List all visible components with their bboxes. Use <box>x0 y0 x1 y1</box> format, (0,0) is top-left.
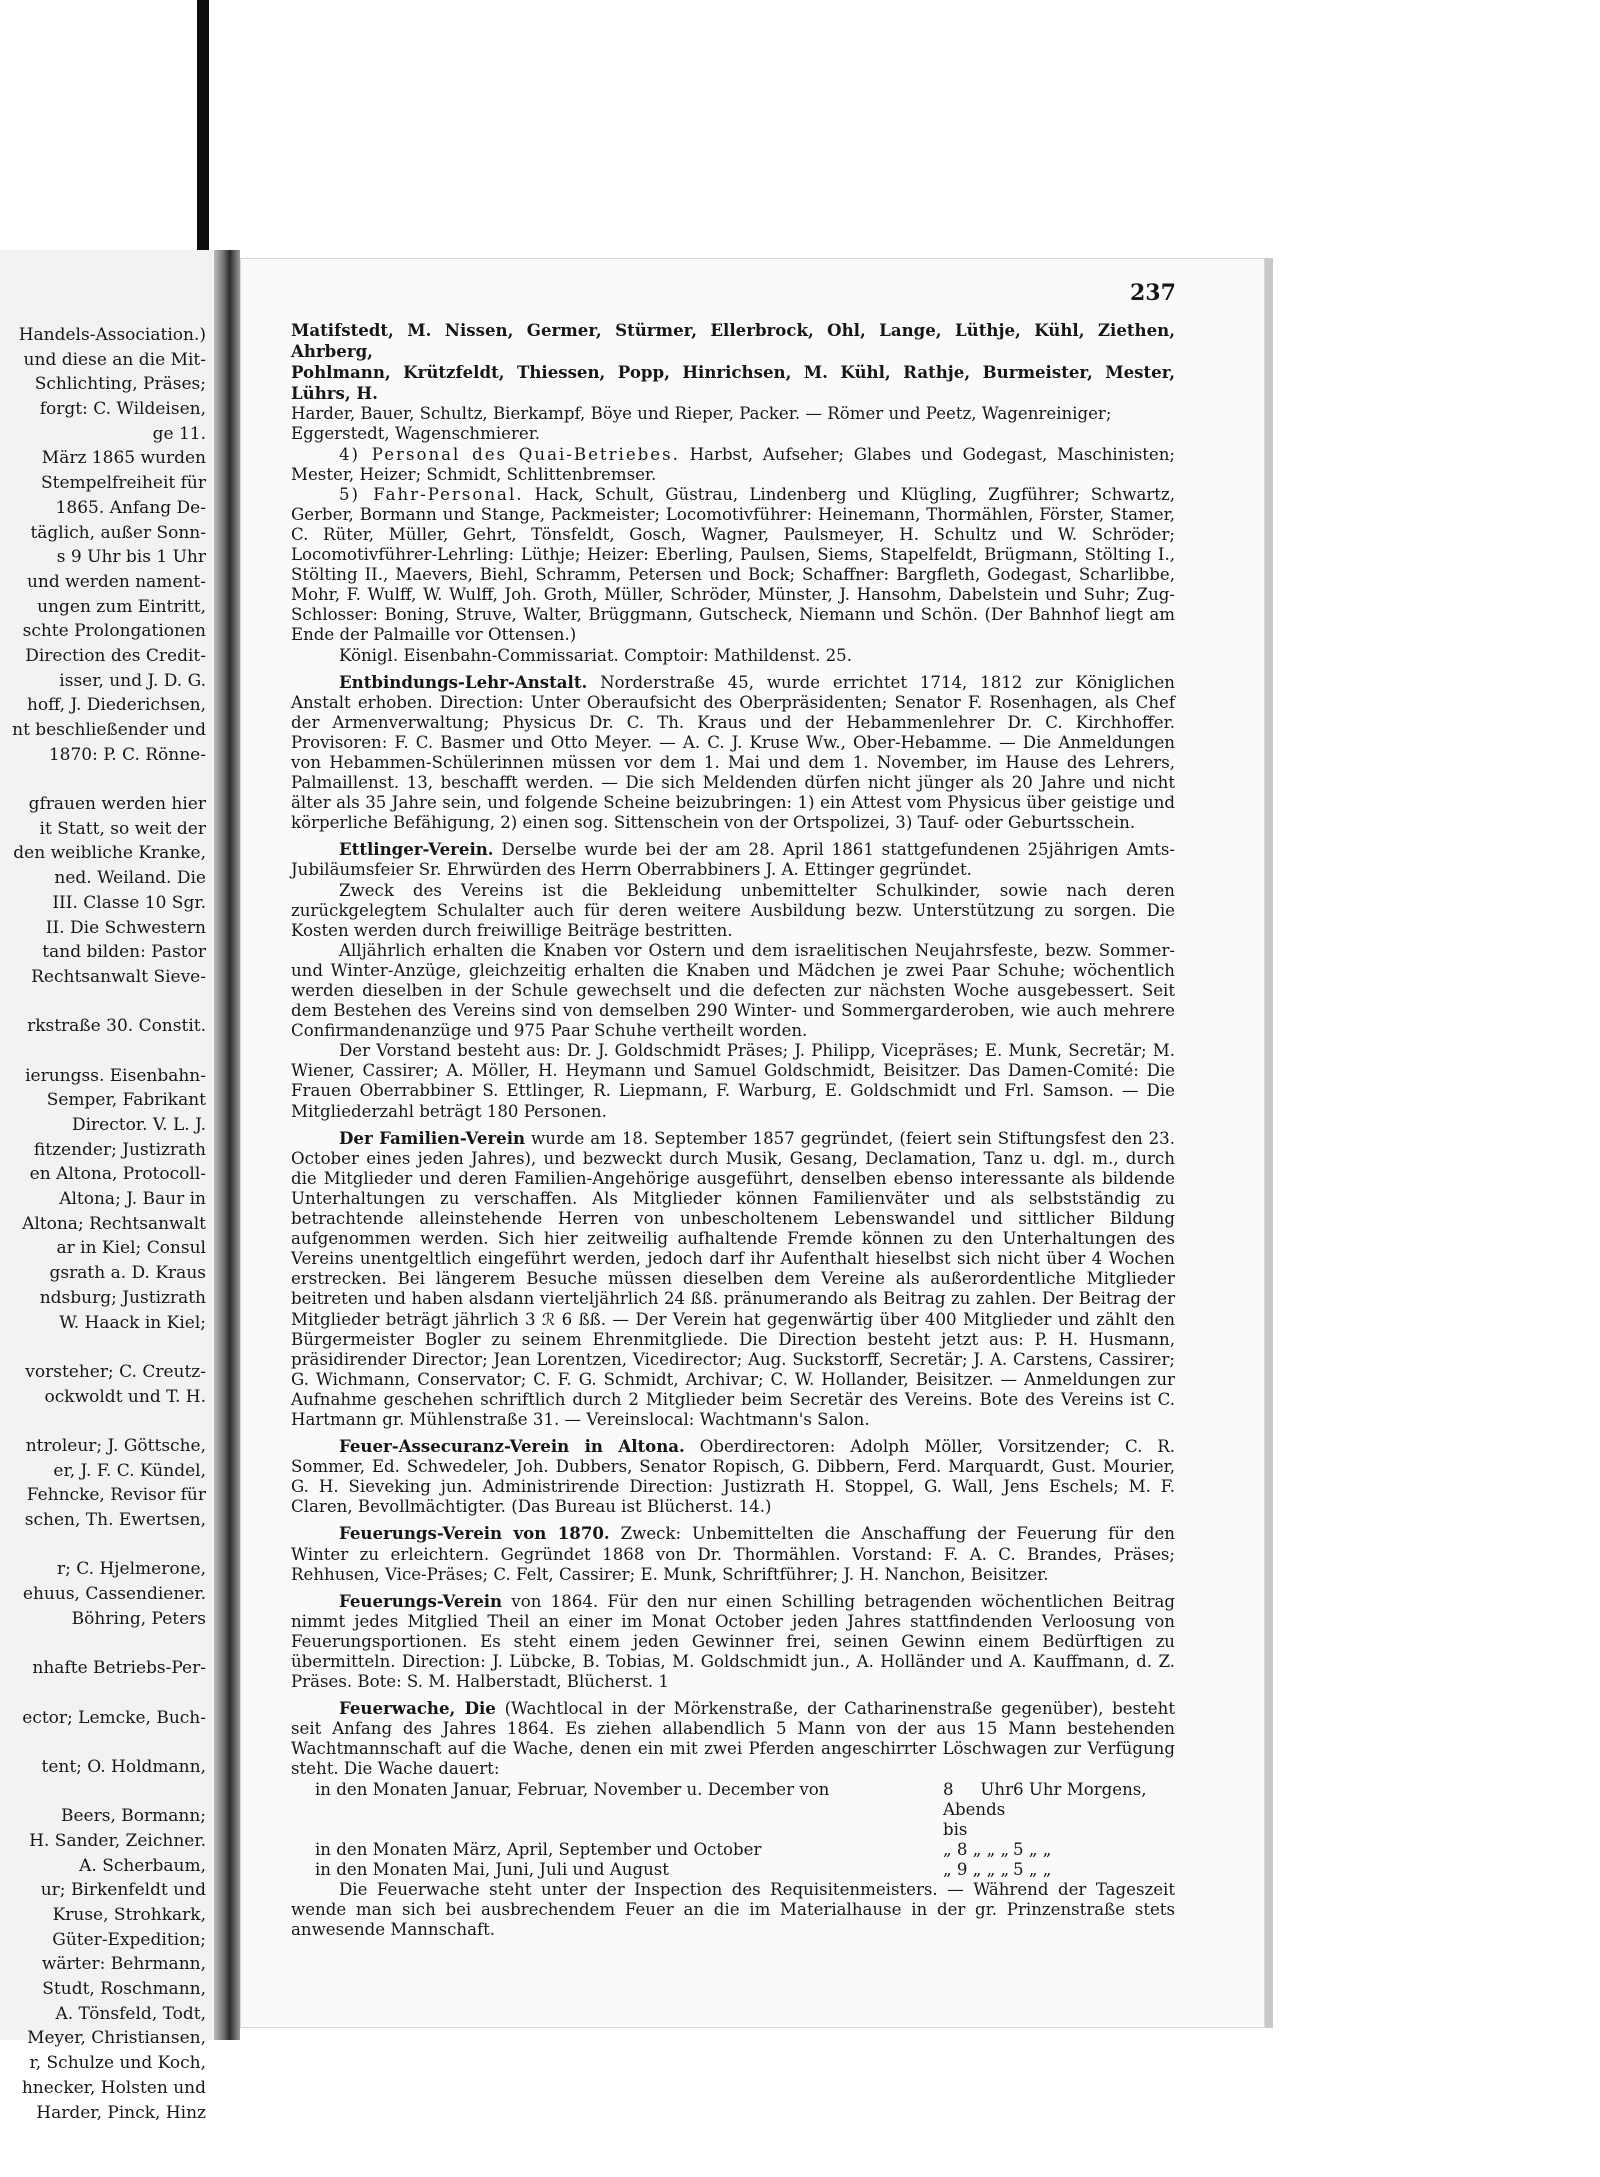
page-number: 237 <box>1130 280 1176 306</box>
watch-hours-row: in den Monaten Januar, Februar, November u. December von 8 Uhr Abends bis 6 Uhr Morgens, <box>315 1779 1147 1839</box>
page-content <box>291 320 1175 1940</box>
left-page-line: Böhring, Peters <box>71 1608 206 1629</box>
left-page-line: Stempelfreiheit für <box>40 473 206 494</box>
left-page-line: wärter: Behrmann, <box>41 1954 206 1975</box>
left-page-line: A. Tönsfeld, Todt, <box>55 2003 206 2024</box>
ettlinger-kleidung: Alljährlich erhalten die Knaben vor Ostern und dem israelitischen Neujahrsfeste, bezw. Sommer- und Winter-Anzüge, gleichzeitig erhalten die Knaben und Mädchen je zwei Paar Schuhe; wöchentlich werden dieselben in der Schule gewechselt und die defecten zur nächsten Woche ausgebessert. Seit dem Bestehen des Vereins sind von demselben 290 Winter- und Sommergarderoben, wie auch mehrere Confirmandenanzüge und 975 Paar Schuhe vertheilt worden. <box>291 940 1175 1041</box>
left-page-line: tent; O. Holdmann, <box>41 1756 206 1777</box>
left-page-line: rkstraße 30. Constit. <box>27 1016 206 1037</box>
gutter-shadow <box>214 250 240 2040</box>
book-spine <box>197 0 209 260</box>
left-page-line: schen, Th. Ewertsen, <box>24 1510 206 1530</box>
left-page-line: ar in Kiel; Consul <box>56 1238 206 1259</box>
left-page-line: Schlichting, Präses; <box>34 374 206 395</box>
left-page-line: tand bilden: Pastor <box>42 942 206 963</box>
ettlinger-zweck: Zweck des Vereins ist die Bekleidung unbemittelter Schulkinder, sowie nach deren zurückgelegtem Schulalter auch für deren weitere Ausbildung bezw. Unterstützung zu sorgen. Die Kosten werden durch freiwillige Beiträge bestritten. <box>291 880 1175 940</box>
left-page-line: nhafte Betriebs-Per- <box>32 1658 206 1679</box>
feuerwache-inspection: Die Feuerwache steht unter der Inspection des Requisitenmeisters. — Während der Tageszeit wende man sich bei ausbrechendem Feuer an die im Materialhause in der gr. Prinzenstraße stets anwesende Mannschaft. <box>291 1880 1175 1940</box>
left-page-line: hoff, J. Diederichsen, <box>26 695 206 716</box>
left-page-line <box>0 1631 206 1656</box>
left-page-line <box>0 1730 206 1755</box>
entbindungs-lehr-anstalt: Entbindungs-Lehr-Anstalt. Norderstraße 45, wurde errichtet 1714, 1812 zur Königlichen Anstalt erhoben. Direction: Unter Oberaufsicht des Oberpräsidenten; Senator F. Rosenhagen, als Chef der Armenverwaltung; Physicus Dr. C. Th. Kraus und der Hebammenlehrer Dr. C. Kirchhoffer. Provisoren: F. C. Basmer und Otto Meyer. — A. C. J. Kruse Ww., Ober-Hebamme. — Die Anmeldungen von Hebammen-Schülerinnen müssen vor dem 1. Mai und dem 1. November, im Hause des Lehrers, Palmaillenst. 13, beschafft werden. — Die sich Meldenden dürfen nicht jünger als 20 Jahre und nicht älter als 35 Jahre sein, und folgende Scheine beizubringen: 1) ein Attest vom Physicus über geistige und körperliche Befähigung, 2) einen sog. Sittenschein von der Ortspolizei, 3) Tauf- oder Geburtsschein. <box>291 671 1175 833</box>
left-page-line: Studt, Roschmann, <box>42 1979 206 2000</box>
feuerungs-verein-1870: Feuerungs-Verein von 1870. Zweck: Unbemittelten die Anschaffung der Feuerung für den Winter zu erleichtern. Gegründet 1868 von Dr. Thormählen. Vorstand: F. A. C. Brandes, Präses; Rehhusen, Vice-Präses; C. Felt, Cassirer; E. Munk, Schriftführer; J. H. Nanchon, Beisitzer. <box>291 1523 1175 1584</box>
left-page-line: Fehncke, Revisor für <box>26 1485 206 1506</box>
left-page-line: den weibliche Kranke, <box>13 843 206 864</box>
ettlinger-vorstand: Der Vorstand besteht aus: Dr. J. Goldschmidt Präses; J. Philipp, Vicepräses; E. Munk, Secretär; M. Wiener, Cassirer; A. Möller, H. Heymann und Samuel Goldschmidt, Beisitzer. Das Damen-Comité: Die Frauen Oberrabbiner S. Ettlinger, R. Liepmann, F. Warburg, E. Goldschmidt und Frl. Samson. — Die Mitgliederzahl beträgt 180 Personen. <box>291 1041 1175 1121</box>
left-page-line: ierungss. Eisenbahn- <box>25 1065 206 1086</box>
left-page-line: Güter-Expedition; <box>52 1929 206 1950</box>
left-page-line: ungen zum Eintritt, <box>37 596 206 617</box>
watch-hours-row: in den Monaten März, April, September und October „ 8 „ „ „ 5 „ „ <box>315 1839 1052 1859</box>
left-page-line: Beers, Bormann; <box>60 1806 206 1827</box>
left-page-line: A. Scherbaum, <box>79 1855 206 1876</box>
left-page-line: Rechtsanwalt Sieve- <box>31 966 206 987</box>
left-page-line: ge 11. <box>152 423 206 444</box>
left-page-line: Meyer, Christiansen, <box>27 2028 206 2049</box>
left-page-line: isser, und J. D. G. <box>59 670 206 691</box>
ettlinger-verein: Ettlinger-Verein. Derselbe wurde bei der am 28. April 1861 stattgefundenen 25jährigen Amts-Jubiläumsfeier Sr. Ehrwürden des Herrn Oberrabbiners J. A. Ettinger gegründet. <box>291 839 1175 880</box>
feuer-assecuranz-verein: Feuer-Assecuranz-Verein in Altona. Oberdirectoren: Adolph Möller, Vorsitzender; C. R. Sommer, Ed. Schwedeler, Joh. Dubbers, Senator Ropisch, G. Dibbern, Ferd. Marquardt, Gust. Mourier, G. H. Sieveking jun. Administrirende Direction: Justizrath H. Stoppel, G. Wall, Jens Eschels; M. F. Claren, Bevollmächtigter. (Das Bureau ist Blücherst. 14.) <box>291 1436 1175 1517</box>
left-page-line: II. Die Schwestern <box>45 917 206 938</box>
left-page-line: und werden nament- <box>26 571 206 592</box>
left-page-line: gfrauen werden hier <box>28 794 206 815</box>
feuerwache: Feuerwache, Die (Wachtlocal in der Mörkenstraße, der Catharinenstraße gegenüber), besteht seit Anfang des Jahres 1864. Es ziehen allabendlich 5 Mann von der aus 15 Mann bestehenden Wachtmannschaft auf die Wache, denen ein mit zwei Pferden angeschirrter Löschwagen zur Verfügung steht. Die Wache dauert: <box>291 1698 1175 1779</box>
left-page-line: gsrath a. D. Kraus <box>49 1263 206 1284</box>
left-page-line: Handels-Association.) <box>18 325 206 345</box>
quai-personal: 4) Personal des Quai-Betriebes. Harbst, Aufseher; Glabes und Godegast, Maschinisten; Mester, Heizer; Schmidt, Schlittenbremser. <box>291 444 1175 484</box>
eisenbahn-commissariat: Königl. Eisenbahn-Commissariat. Comptoir: Mathildenst. 25. <box>339 645 853 665</box>
left-page-line: ur; Birkenfeldt und <box>40 1880 206 1901</box>
left-page-line: III. Classe 10 Sgr. <box>52 892 206 913</box>
left-page-line: März 1865 wurden <box>41 448 206 469</box>
left-page-text <box>0 323 206 2125</box>
left-page-line: H. Sander, Zeichner. <box>29 1830 206 1851</box>
left-page-line: Kruse, Strohkark, <box>52 1905 206 1925</box>
left-page-line: en Altona, Protocoll- <box>29 1164 206 1185</box>
left-page-line: Altona; J. Baur in <box>59 1189 206 1210</box>
left-page-line: ndsburg; Justizrath <box>39 1287 206 1308</box>
left-page-line: und diese an die Mit- <box>23 349 206 370</box>
left-page-line: hnecker, Holsten und <box>21 2077 206 2098</box>
left-page-line: schte Prolongationen <box>22 621 206 642</box>
left-page-line: er, J. F. C. Kündel, <box>53 1460 206 1481</box>
left-page-line: it Statt, so weit der <box>39 818 206 839</box>
left-page-line: Direction des Credit- <box>25 645 206 666</box>
left-page-line: Director. V. L. J. <box>71 1115 206 1135</box>
familien-verein: Der Familien-Verein wurde am 18. September 1857 gegründet, (feiert sein Stiftungsfest den 23. October eines jeden Jahres), und bezweckt durch Musik, Gesang, Declamation, Tanz u. dgl. m., durch die Mitglieder und deren Familien-Angehörige ausgeführt, denselben ebenso interessante als bildende Unterhaltungen zu verschaffen. Als Mitglieder können Familienväter und als selbstständig zu betrachtende alleinstehende Herren von unbescholtenem Lebenswandel und sittlicher Bildung aufgenommen werden. Sich hier zeitweilig aufhaltende Fremde können zu den Unterhaltungen des Vereins unentgeltlich eingeführt werden, jedoch darf ihr Aufenthalt hieselbst sich nicht über 4 Wochen erstrecken. Bei längerem Besuche müssen dieselben dem Vereine als außerordentliche Mitglieder beitreten und haben alsdann vierteljährlich 24 ßß. pränumerando als Beitrag zu zahlen. Der Beitrag der Mitglieder beträgt jährlich 3 ℛ 6 ßß. — Der Verein hat gegenwärtig über 400 Mitglieder und zählt den Bürgermeister Bogler zu seinem Ehrenmitgliede. Die Direction besteht jetzt aus: P. H. Husmann, präsidirender Director; Jean Lorentzen, Vicedirector; Aug. Suckstorff, Secretär; J. A. Carstens, Cassirer; G. Wichmann, Conservator; C. F. G. Schmidt, Archivar; C. W. Hollander, Beisitzer. — Anmeldungen zur Aufnahme geschehen schriftlich durch 2 Mitglieder beim Secretär des Vereins. Bote des Vereins ist C. Hartmann gr. Mühlenstraße 31. — Vereinslocal: Wachtmann's Salon. <box>291 1127 1175 1429</box>
left-page-line: nt beschließender und <box>12 720 206 740</box>
left-page-line: 1865. Anfang De- <box>55 497 206 518</box>
left-page-line: ehuus, Cassendiener. <box>22 1584 206 1605</box>
staff-list: Matifstedt, M. Nissen, Germer, Stürmer, Ellerbrock, Ohl, Lange, Lüthje, Kühl, Ziethen, Ahrberg, Pohlmann, Krützfeldt, Thiessen, Popp, Hinrichsen, M. Kühl, Rathje, Burmeister, Mester, Lührs, H. Harder, Bauer, Schultz, Bierkampf, Böye und Rieper, Packer. — Römer und Peetz, Wagenreiniger; Eggerstedt, Wagenschmierer. <box>291 320 1175 444</box>
left-page-line: forgt: C. Wildeisen, <box>39 399 206 420</box>
left-page-line <box>0 1039 206 1064</box>
left-page-line: ockwoldt und T. H. <box>44 1386 206 1407</box>
left-page-line <box>0 1335 206 1360</box>
left-page-line <box>0 990 206 1015</box>
watch-hours-row: in den Monaten Mai, Juni, Juli und August „ 9 „ „ „ 5 „ „ <box>315 1859 1052 1879</box>
left-page-line: ector; Lemcke, Buch- <box>22 1707 206 1728</box>
left-page-line: Semper, Fabrikant <box>46 1090 206 1111</box>
left-page-line <box>0 1780 206 1805</box>
left-page-line <box>0 767 206 792</box>
left-page-line: W. Haack in Kiel; <box>59 1312 206 1333</box>
left-page-line: vorsteher; C. Creutz- <box>25 1361 206 1382</box>
left-page-line: fitzender; Justizrath <box>33 1139 206 1160</box>
left-page-line: Altona; Rechtsanwalt <box>22 1213 206 1234</box>
left-page-line: s 9 Uhr bis 1 Uhr <box>56 547 206 568</box>
left-page-line: ned. Weiland. Die <box>54 868 206 889</box>
left-page-line: 1870: P. C. Rönne- <box>48 744 206 765</box>
left-page-line: ntroleur; J. Göttsche, <box>25 1435 206 1456</box>
left-page-line <box>0 1533 206 1558</box>
left-page-line: Harder, Pinck, Hinz <box>36 2102 206 2123</box>
left-page-line: r, Schulze und Koch, <box>29 2053 206 2074</box>
left-page-line <box>0 1409 206 1434</box>
left-page-line <box>0 1681 206 1706</box>
left-page-fragment <box>0 250 214 2123</box>
fahr-personal: 5) Fahr-Personal. Hack, Schult, Güstrau, Lindenberg und Klügling, Zugführer; Schwartz, Gerber, Bormann und Stange, Packmeister; Locomotivführer: Heinemann, Thormählen, Förster, Stamer, C. Rüter, Müller, Gehrt, Tönsfeldt, Gosch, Wagner, Paulsmeyer, H. Schultz und W. Schröder; Locomotivführer-Lehrling: Lüthje; Heizer: Eberling, Paulsen, Siems, Stapelfeldt, Brügmann, Stölting I., Stölting II., Maevers, Biehl, Schramm, Petersen und Bock; Schaffner: Bargfleth, Godegast, Scharlibbe, Mohr, F. Wulff, W. Wulff, Joh. Groth, Müller, Schröder, Münster, J. Hansohm, Dabelstein und Suhr; Zug-Schlosser: Boning, Struve, Walter, Brüggmann, Gutscheck, Niemann und Schön. (Der Bahnhof liegt am Ende der Palmaille vor Ottensen.) <box>291 484 1175 645</box>
left-page-line: täglich, außer Sonn- <box>30 522 206 543</box>
feuerungs-verein-1864: Feuerungs-Verein von 1864. Für den nur einen Schilling betragenden wöchentlichen Beitrag nimmt jedes Mitglied Theil an einer im Monat October jeden Jahres stattfindenden Verloosung von Feuerungsportionen. Es steht einem jeden Gewinner frei, seinen Gewinn einem Bedürftigen zu übermitteln. Direction: J. Lübcke, B. Tobias, M. Goldschmidt jun., A. Holländer und A. Kauffmann, d. Z. Präses. Bote: S. M. Halberstadt, Blücherst. 1 <box>291 1590 1175 1692</box>
left-page-line: r; C. Hjelmerone, <box>56 1559 206 1580</box>
